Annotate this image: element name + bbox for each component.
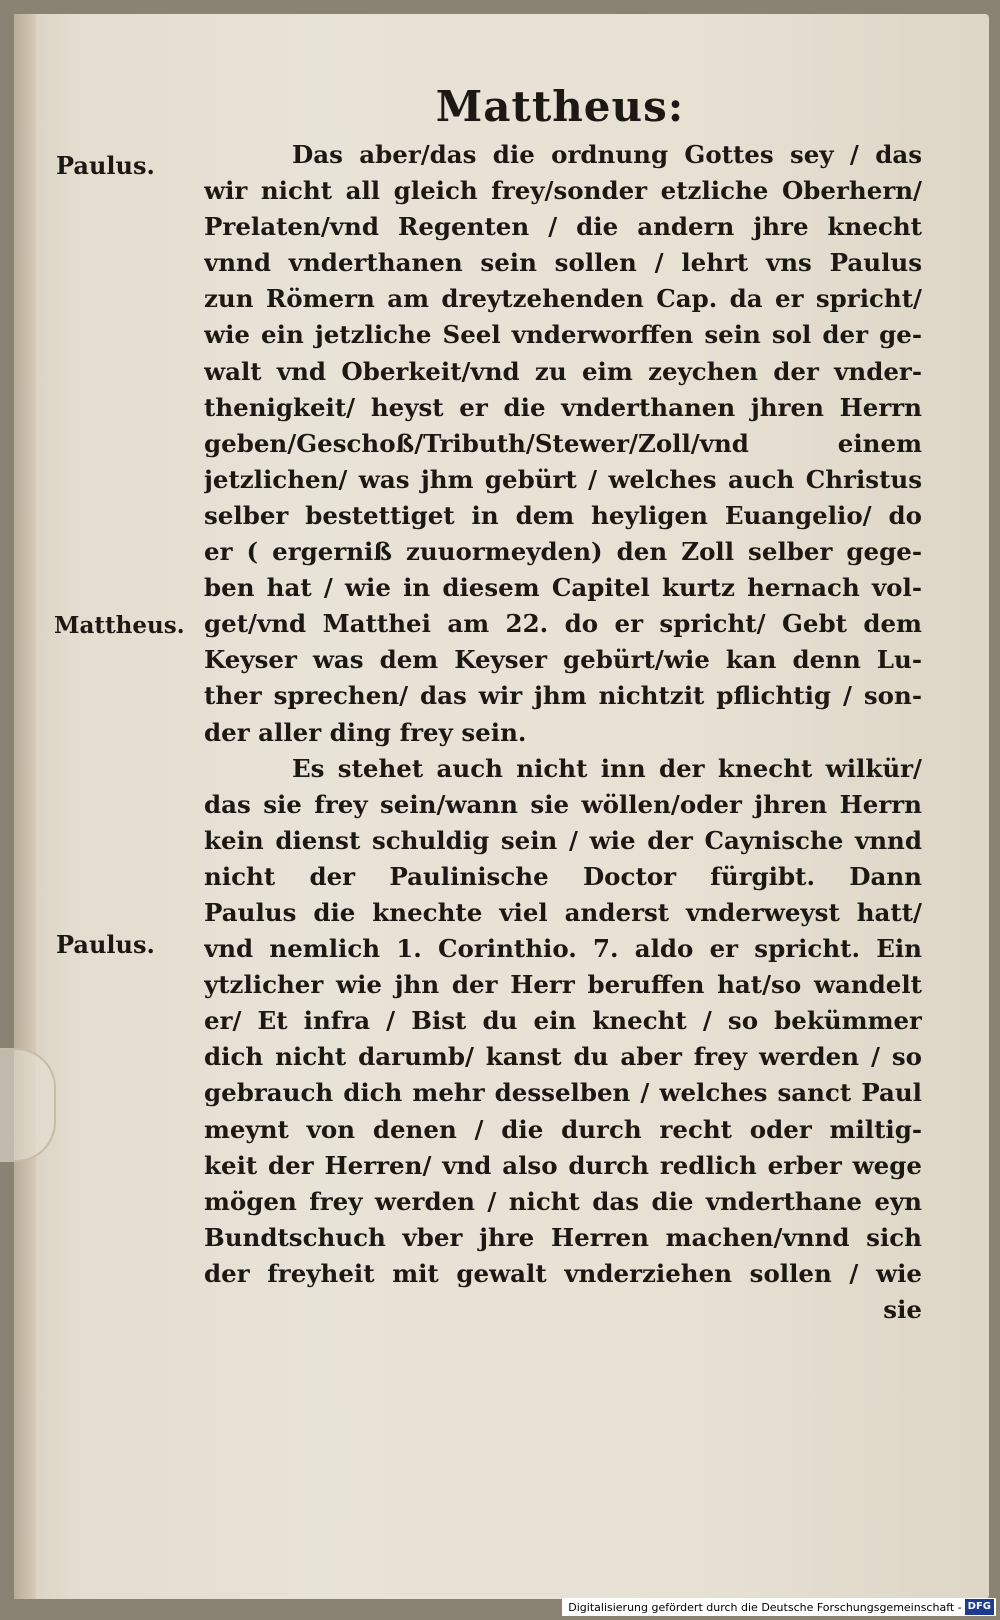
text-line: vnd nemlich 1. Corinthio. 7. aldo er spricht. Ein xyxy=(204,934,922,964)
text-line: ytzlicher wie jhn der Herr beruffen hat/so wandelt xyxy=(204,970,922,1000)
text-line: er/ Et infra / Bist du ein knecht / so bekümmer xyxy=(204,1006,922,1036)
dfg-logo: DFG xyxy=(965,1599,994,1615)
text-line: ben hat / wie in diesem Capitel kurtz hernach vol- xyxy=(204,573,922,603)
marginal-note-paulus-1: Paulus. xyxy=(56,151,155,180)
text-line: nicht der Paulinische Doctor fürgibt. Dann xyxy=(204,861,922,891)
text-line: geben/Geschoß/Tributh/Stewer/Zoll/vnd einem xyxy=(204,428,922,458)
text-line: selber bestettiget in dem heyligen Euangelio/ do xyxy=(204,500,922,530)
text-line: Keyser was dem Keyser gebürt/wie kan denn Lu- xyxy=(204,645,922,675)
text-line: der aller ding frey sein. xyxy=(204,717,527,747)
credit-text: Digitalisierung gefördert durch die Deutsche Forschungsgemeinschaft - xyxy=(568,1600,962,1614)
text-line: mögen frey werden / nicht das die vnderthane eyn xyxy=(204,1186,922,1216)
text-line: Bundtschuch vber jhre Herren machen/vnnd sich xyxy=(204,1222,922,1252)
text-line: wir nicht all gleich frey/sonder etzliche Oberhern/ xyxy=(204,176,922,206)
running-head: Mattheus: xyxy=(435,82,685,131)
text-line: das sie frey sein/wann sie wöllen/oder jhren Herrn xyxy=(204,789,922,819)
text-line: meynt von denen / die durch recht oder miltig- xyxy=(204,1114,922,1144)
page-gutter-edge xyxy=(14,14,36,1599)
text-line: keit der Herren/ vnd also durch redlich erber wege xyxy=(204,1150,922,1180)
text-line: get/vnd Matthei am 22. do er spricht/ Gebt dem xyxy=(204,609,922,639)
text-line: thenigkeit/ heyst er die vnderthanen jhren Herrn xyxy=(204,392,922,422)
marginal-note-paulus-2: Paulus. xyxy=(56,930,155,959)
text-line: zun Römern am dreytzehenden Cap. da er spricht/ xyxy=(204,284,922,314)
text-line: er ( ergerniß zuuormeyden) den Zoll selber gege- xyxy=(204,537,922,567)
digitization-credit xyxy=(562,1598,996,1616)
catchword: sie xyxy=(883,1295,922,1324)
text-line: jetzlichen/ was jhm gebürt / welches auch Christus xyxy=(204,464,922,494)
text-line: Das aber/das die ordnung Gottes sey / das xyxy=(292,140,922,169)
page-tab-mark xyxy=(0,1048,56,1162)
text-line: gebrauch dich mehr desselben / welches sanct Paul xyxy=(204,1078,922,1108)
body-text xyxy=(204,137,922,1328)
text-line: Paulus die knechte viel anderst vnderweyst hatt/ xyxy=(204,897,922,927)
text-line: vnnd vnderthanen sein sollen / lehrt vns Paulus xyxy=(204,248,922,278)
text-line: der freyheit mit gewalt vnderziehen sollen / wie xyxy=(204,1258,922,1288)
text-line: wie ein jetzliche Seel vnderworffen sein sol der ge- xyxy=(204,320,922,350)
text-line: ther sprechen/ das wir jhm nichtzit pflichtig / son- xyxy=(204,681,922,711)
text-line: Es stehet auch nicht inn der knecht wilkür/ xyxy=(292,753,922,783)
text-line: Prelaten/vnd Regenten / die andern jhre knecht xyxy=(204,212,922,242)
text-line: dich nicht darumb/ kanst du aber frey werden / so xyxy=(204,1042,922,1072)
text-line: walt vnd Oberkeit/vnd zu eim zeychen der vnder- xyxy=(204,356,922,386)
text-line: kein dienst schuldig sein / wie der Caynische vnnd xyxy=(204,825,922,855)
marginal-note-mattheus: Mattheus. xyxy=(54,612,185,639)
